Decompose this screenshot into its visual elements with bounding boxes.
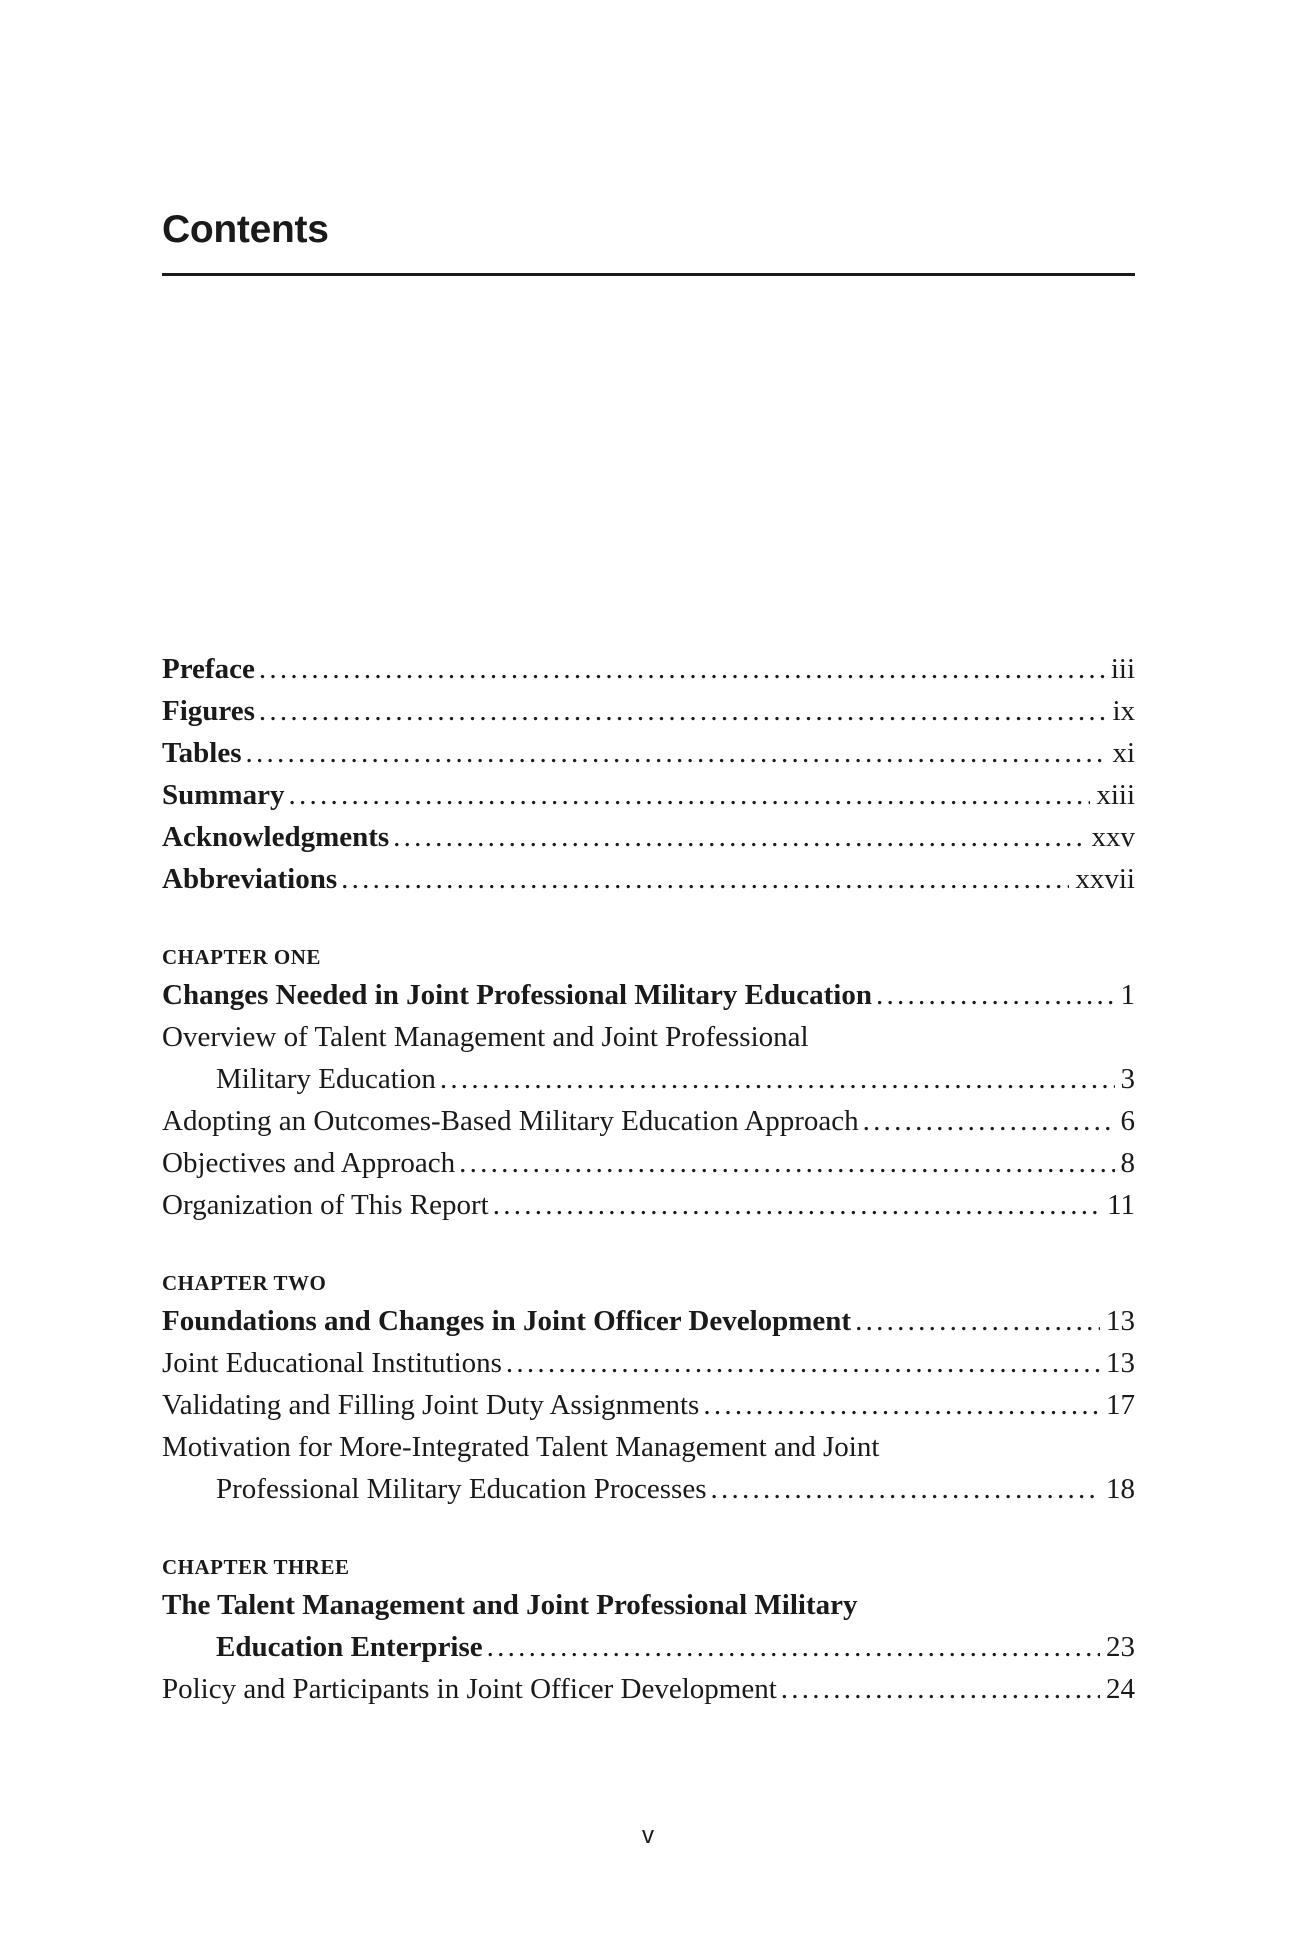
toc-entry-page: 24 <box>1106 1673 1135 1705</box>
toc-entry-page: 6 <box>1120 1105 1135 1137</box>
table-of-contents <box>162 648 1135 1710</box>
dot-leader <box>487 1626 1100 1668</box>
toc-chapter-title[interactable] <box>162 974 1135 1016</box>
toc-chapter-title-line[interactable] <box>162 1584 1135 1626</box>
dot-leader <box>876 974 1115 1016</box>
dot-leader <box>781 1668 1100 1710</box>
toc-chapter-title[interactable] <box>162 1300 1135 1342</box>
dot-leader <box>393 816 1085 858</box>
toc-entry-page: xi <box>1112 737 1135 769</box>
section-title: Adopting an Outcomes-Based Military Education Approach <box>162 1105 859 1137</box>
toc-entry-page: 13 <box>1106 1305 1135 1337</box>
toc-entry-figures[interactable] <box>162 690 1135 732</box>
dot-leader <box>259 648 1105 690</box>
dot-leader <box>341 858 1069 900</box>
chapter-label: CHAPTER TWO <box>162 1271 327 1295</box>
title-rule <box>162 273 1135 276</box>
chapter-title: Foundations and Changes in Joint Officer Development <box>162 1305 852 1337</box>
dot-leader <box>703 1384 1100 1426</box>
toc-entry-summary[interactable] <box>162 774 1135 816</box>
toc-entry-page: 11 <box>1107 1189 1135 1221</box>
toc-section-entry[interactable] <box>162 1468 1135 1510</box>
dot-leader <box>493 1184 1101 1226</box>
toc-entry-page: 23 <box>1106 1631 1135 1663</box>
dot-leader <box>855 1300 1100 1342</box>
toc-section-line[interactable] <box>162 1426 1135 1468</box>
section-title-line2: Military Education <box>216 1063 436 1095</box>
section-title: Validating and Filling Joint Duty Assignments <box>162 1389 700 1421</box>
dot-leader <box>459 1142 1114 1184</box>
toc-entry-preface[interactable] <box>162 648 1135 690</box>
toc-entry-page: xxvii <box>1075 863 1135 895</box>
toc-entry-label: Acknowledgments <box>162 821 390 853</box>
toc-entry-label: Summary <box>162 779 285 811</box>
toc-section-line[interactable] <box>162 1016 1135 1058</box>
dot-leader <box>863 1100 1115 1142</box>
section-title: Joint Educational Institutions <box>162 1347 502 1379</box>
toc-entry-page: 3 <box>1120 1063 1135 1095</box>
section-title-line2: Professional Military Education Processes <box>216 1473 707 1505</box>
chapter-label: CHAPTER THREE <box>162 1555 350 1579</box>
page-number: v <box>642 1822 654 1849</box>
chapter-label: CHAPTER ONE <box>162 945 321 969</box>
dot-leader <box>246 732 1107 774</box>
toc-section-entry[interactable] <box>162 1668 1135 1710</box>
toc-entry-page: xiii <box>1096 779 1135 811</box>
dot-leader <box>288 774 1090 816</box>
toc-section-entry[interactable] <box>162 1142 1135 1184</box>
toc-entry-page: 1 <box>1120 979 1135 1011</box>
toc-entry-page: 18 <box>1106 1473 1135 1505</box>
toc-entry-label: Tables <box>162 737 242 769</box>
toc-section-entry[interactable] <box>162 1100 1135 1142</box>
section-title-line1: Motivation for More-Integrated Talent Management and Joint <box>162 1431 880 1463</box>
section-title-line1: Overview of Talent Management and Joint Professional <box>162 1021 809 1053</box>
toc-entry-abbreviations[interactable] <box>162 858 1135 900</box>
page-title: Contents <box>162 208 329 251</box>
toc-entry-page: ix <box>1112 695 1135 727</box>
toc-entry-label: Figures <box>162 695 255 727</box>
toc-entry-label: Abbreviations <box>162 863 338 895</box>
toc-entry-page: 17 <box>1106 1389 1135 1421</box>
toc-entry-page: iii <box>1110 653 1135 685</box>
toc-section-entry[interactable] <box>162 1184 1135 1226</box>
toc-entry-page: 8 <box>1120 1147 1135 1179</box>
toc-chapter-title[interactable] <box>162 1626 1135 1668</box>
toc-section-entry[interactable] <box>162 1384 1135 1426</box>
toc-entry-tables[interactable] <box>162 732 1135 774</box>
toc-section-entry[interactable] <box>162 1058 1135 1100</box>
toc-entry-label: Preface <box>162 653 255 685</box>
dot-leader <box>259 690 1107 732</box>
toc-entry-page: xxv <box>1091 821 1135 853</box>
chapter-title: Changes Needed in Joint Professional Military Education <box>162 979 872 1011</box>
dot-leader <box>711 1468 1101 1510</box>
section-title: Policy and Participants in Joint Officer Development <box>162 1673 777 1705</box>
chapter-title-line2: Education Enterprise <box>216 1631 483 1663</box>
section-title: Organization of This Report <box>162 1189 489 1221</box>
dot-leader <box>506 1342 1100 1384</box>
toc-entry-page: 13 <box>1106 1347 1135 1379</box>
chapter-title-line1: The Talent Management and Joint Professional Military <box>162 1589 858 1621</box>
section-title: Objectives and Approach <box>162 1147 456 1179</box>
toc-entry-acknowledgments[interactable] <box>162 816 1135 858</box>
toc-section-entry[interactable] <box>162 1342 1135 1384</box>
dot-leader <box>440 1058 1115 1100</box>
